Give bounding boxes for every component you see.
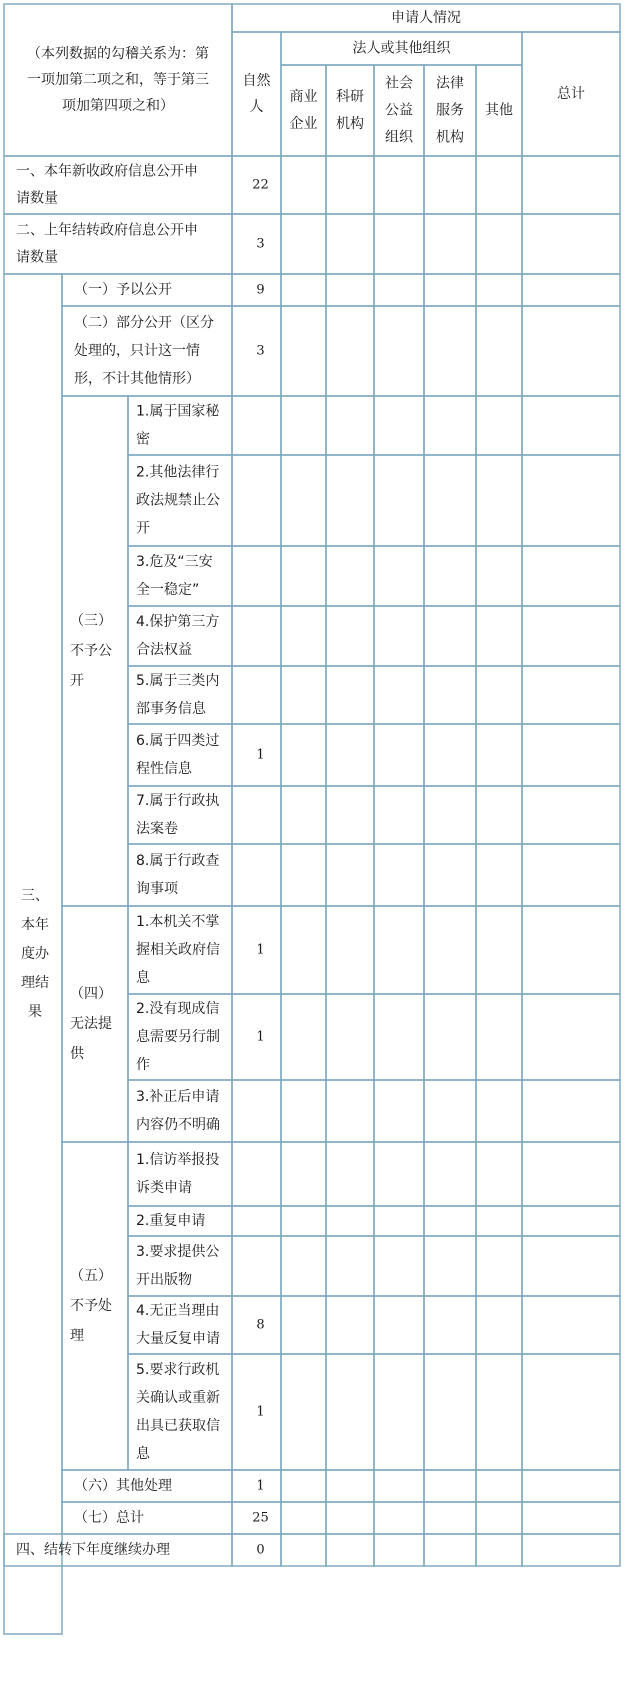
data-cell: [424, 906, 476, 994]
data-cell: [476, 1502, 522, 1534]
data-cell: [374, 214, 424, 274]
item-label: 政法规禁止公: [136, 492, 220, 509]
data-cell: [424, 724, 476, 786]
data-cell: [424, 1142, 476, 1206]
item-label: 1.属于国家秘: [136, 403, 220, 420]
data-cell: [476, 724, 522, 786]
data-cell: [374, 156, 424, 214]
data-cell: [476, 156, 522, 214]
natural-person-cell: [232, 455, 281, 546]
data-cell: [476, 844, 522, 906]
item-label: 息需要另行制: [136, 1029, 220, 1045]
data-cell: [522, 724, 620, 786]
header-note: 一项加第二项之和，等于第三: [27, 72, 209, 88]
data-cell: [476, 606, 522, 666]
group3-label: 本年: [21, 917, 49, 933]
item-label: 程性信息: [136, 761, 192, 777]
item-label: 询事项: [136, 881, 178, 897]
item-label: 全一稳定”: [136, 582, 200, 598]
natural-person-value: 1: [256, 1404, 265, 1420]
natural-person-value: 1: [256, 747, 265, 763]
data-cell: [522, 1236, 620, 1296]
data-cell: [476, 1354, 522, 1470]
item-label: 合法权益: [136, 642, 192, 658]
data-cell: [326, 1142, 374, 1206]
subgroup-label: 无法提: [70, 1016, 112, 1032]
data-cell: [424, 455, 476, 546]
item-label: 6.属于四类过: [136, 733, 220, 749]
header-org-col: [281, 65, 326, 156]
header-note: （本列数据的勾稽关系为：第: [27, 46, 209, 62]
data-cell: [281, 1534, 326, 1566]
data-cell: [424, 1296, 476, 1354]
data-cell: [374, 1502, 424, 1534]
data-cell: [522, 274, 620, 306]
item-label: 息: [136, 1446, 150, 1462]
item-label: 4.无正当理由: [136, 1303, 220, 1319]
natural-person-cell: [232, 1080, 281, 1142]
sub-label: 处理的，只计这一情: [74, 343, 200, 359]
header-natural-person: 自然: [242, 73, 271, 89]
data-cell: [522, 1470, 620, 1502]
data-cell: [326, 455, 374, 546]
data-cell: [326, 546, 374, 606]
group3-label: 理结: [21, 975, 49, 991]
data-cell: [281, 455, 326, 546]
subgroup-label: （五）: [70, 1268, 112, 1284]
data-cell: [476, 1206, 522, 1236]
data-cell: [374, 306, 424, 396]
item-label: 握相关政府信: [136, 942, 220, 958]
data-cell: [326, 214, 374, 274]
data-cell: [281, 786, 326, 844]
data-cell: [476, 306, 522, 396]
item-label: 作: [136, 1057, 150, 1073]
data-cell: [281, 274, 326, 306]
data-cell: [424, 214, 476, 274]
data-cell: [326, 994, 374, 1080]
header-org-col-label: 商业: [289, 89, 318, 105]
header-org-col: [326, 65, 374, 156]
data-cell: [522, 844, 620, 906]
data-cell: [476, 994, 522, 1080]
data-cell: [522, 455, 620, 546]
data-cell: [326, 396, 374, 455]
data-cell: [424, 306, 476, 396]
data-cell: [522, 906, 620, 994]
natural-person-cell: [232, 546, 281, 606]
data-cell: [424, 1502, 476, 1534]
data-cell: [374, 994, 424, 1080]
data-cell: [281, 844, 326, 906]
natural-person-cell: [232, 1236, 281, 1296]
header-org-col-label: 组织: [385, 129, 413, 146]
data-cell: [476, 906, 522, 994]
item-label: 3.要求提供公: [136, 1244, 220, 1260]
natural-person-cell: [232, 1142, 281, 1206]
item-label: 5.要求行政机: [136, 1362, 220, 1378]
data-cell: [281, 1296, 326, 1354]
data-cell: [374, 274, 424, 306]
data-cell: [522, 1206, 620, 1236]
subgroup-label: （四）: [70, 986, 112, 1002]
header-legal-org: 法人或其他组织: [352, 40, 451, 57]
data-cell: [476, 1236, 522, 1296]
data-cell: [374, 1142, 424, 1206]
data-cell: [326, 1206, 374, 1236]
header-note: 项加第四项之和）: [62, 98, 174, 114]
data-cell: [326, 1080, 374, 1142]
natural-person-value: 25: [252, 1510, 269, 1526]
data-cell: [476, 396, 522, 455]
data-cell: [374, 606, 424, 666]
header-org-col-label: 公益: [385, 102, 413, 119]
natural-person-cell: [232, 1206, 281, 1236]
header-org-col-label: 科研: [336, 89, 364, 105]
data-cell: [326, 786, 374, 844]
item-label: 开出版物: [136, 1272, 192, 1288]
data-cell: [522, 1534, 620, 1566]
natural-person-cell: [232, 786, 281, 844]
data-cell: [374, 1296, 424, 1354]
data-cell: [424, 546, 476, 606]
item-label: 2.其他法律行: [136, 464, 220, 481]
natural-person-cell: [232, 606, 281, 666]
item-label: 2.没有现成信: [136, 1001, 220, 1017]
data-cell: [424, 1236, 476, 1296]
group3-label: 度办: [21, 946, 49, 962]
data-cell: [374, 1534, 424, 1566]
item-label: 开: [136, 520, 150, 537]
data-cell: [476, 1296, 522, 1354]
sub-label: （二）部分公开（区分: [74, 315, 214, 331]
header-org-col-label: 企业: [289, 116, 318, 132]
natural-person-cell: [232, 666, 281, 724]
data-cell: [374, 1236, 424, 1296]
item-label: 部事务信息: [136, 701, 206, 717]
data-cell: [476, 666, 522, 724]
data-cell: [374, 666, 424, 724]
data-cell: [522, 1296, 620, 1354]
data-cell: [374, 1206, 424, 1236]
data-cell: [522, 1354, 620, 1470]
data-cell: [326, 906, 374, 994]
subgroup-label: 开: [70, 673, 84, 689]
item-label: 3.危及“三安: [136, 554, 213, 570]
data-cell: [326, 156, 374, 214]
data-cell: [281, 666, 326, 724]
sub-label: 形，不计其他情形）: [74, 371, 200, 387]
row-label: 请数量: [16, 249, 58, 266]
data-cell: [476, 1142, 522, 1206]
natural-person-value: 3: [256, 343, 265, 359]
data-cell: [424, 1534, 476, 1566]
row-label: 二、上年结转政府信息公开申: [16, 222, 198, 239]
item-label: 1.本机关不掌: [136, 914, 220, 930]
data-cell: [424, 994, 476, 1080]
data-cell: [476, 455, 522, 546]
header-natural-person: 人: [249, 99, 264, 115]
data-cell: [424, 1206, 476, 1236]
data-cell: [522, 1502, 620, 1534]
data-cell: [281, 1080, 326, 1142]
data-cell: [522, 156, 620, 214]
natural-person-cell: [232, 396, 281, 455]
data-cell: [374, 1354, 424, 1470]
natural-person-value: 0: [256, 1542, 265, 1558]
data-cell: [281, 306, 326, 396]
header-applicant: 申请人情况: [391, 10, 461, 26]
data-cell: [476, 214, 522, 274]
sub-label: （一）予以公开: [74, 282, 172, 298]
data-cell: [424, 156, 476, 214]
natural-person-value: 1: [256, 942, 265, 958]
subgroup-label: 理: [70, 1328, 84, 1344]
data-cell: [522, 214, 620, 274]
data-cell: [476, 786, 522, 844]
data-cell: [281, 1206, 326, 1236]
subgroup-label: 不予公: [70, 643, 112, 659]
data-cell: [326, 1470, 374, 1502]
data-cell: [281, 1142, 326, 1206]
data-cell: [424, 606, 476, 666]
data-cell: [281, 994, 326, 1080]
natural-person-value: 22: [252, 177, 269, 193]
data-cell: [424, 1080, 476, 1142]
natural-person-value: 1: [256, 1029, 265, 1045]
subgroup-label: （三）: [70, 613, 112, 629]
item-label: 内容仍不明确: [136, 1117, 220, 1133]
item-label: 8.属于行政查: [136, 853, 220, 869]
data-cell: [424, 1470, 476, 1502]
data-cell: [374, 1080, 424, 1142]
row-label: 请数量: [16, 190, 58, 207]
item-label: 2.重复申请: [136, 1213, 206, 1229]
item-label: 法案卷: [136, 821, 178, 837]
header-org-col-label: 社会: [385, 75, 413, 92]
data-cell: [522, 1080, 620, 1142]
data-cell: [522, 666, 620, 724]
natural-person-value: 9: [256, 282, 265, 298]
data-cell: [281, 396, 326, 455]
natural-person-cell: [232, 844, 281, 906]
data-cell: [281, 1354, 326, 1470]
data-cell: [522, 606, 620, 666]
natural-person-value: 1: [256, 1478, 265, 1494]
data-cell: [476, 1534, 522, 1566]
data-cell: [281, 1470, 326, 1502]
natural-person-value: 8: [256, 1317, 265, 1333]
sub-label: （六）其他处理: [74, 1478, 172, 1494]
data-cell: [281, 1502, 326, 1534]
item-label: 4.保护第三方: [136, 614, 220, 630]
data-cell: [522, 306, 620, 396]
data-cell: [374, 396, 424, 455]
header-natural-person-cell: [232, 32, 281, 156]
data-cell: [522, 396, 620, 455]
item-label: 7.属于行政执: [136, 793, 220, 809]
data-cell: [326, 1534, 374, 1566]
group3-label: 三、: [21, 888, 49, 904]
data-cell: [281, 546, 326, 606]
data-cell: [374, 455, 424, 546]
data-cell: [522, 786, 620, 844]
row-label: 四、结转下年度继续办理: [16, 1542, 170, 1558]
data-cell: [326, 666, 374, 724]
data-cell: [374, 906, 424, 994]
data-cell: [424, 666, 476, 724]
data-cell: [522, 546, 620, 606]
header-total: 总计: [557, 86, 585, 102]
item-label: 5.属于三类内: [136, 673, 220, 689]
subgroup-label: 供: [70, 1046, 84, 1062]
data-cell: [281, 606, 326, 666]
data-cell: [424, 844, 476, 906]
header-org-col-label: 服务: [436, 102, 464, 119]
data-cell: [326, 606, 374, 666]
data-cell: [374, 786, 424, 844]
sub-label: （七）总计: [74, 1510, 144, 1526]
item-label: 大量反复申请: [136, 1331, 220, 1347]
data-cell: [281, 214, 326, 274]
data-cell: [374, 844, 424, 906]
natural-person-value: 3: [256, 236, 265, 252]
data-cell: [326, 1354, 374, 1470]
data-cell: [281, 156, 326, 214]
data-cell: [374, 1470, 424, 1502]
item-label: 密: [136, 431, 150, 448]
data-cell: [424, 786, 476, 844]
data-cell: [522, 994, 620, 1080]
data-cell: [281, 724, 326, 786]
subgroup-label: 不予处: [70, 1298, 112, 1314]
data-cell: [326, 306, 374, 396]
item-label: 关确认或重新: [136, 1390, 220, 1406]
group3-label: 果: [28, 1004, 42, 1020]
data-cell: [281, 906, 326, 994]
data-cell: [326, 1502, 374, 1534]
data-cell: [326, 1296, 374, 1354]
data-cell: [476, 1080, 522, 1142]
header-org-col-label: 法律: [436, 75, 464, 92]
data-cell: [374, 546, 424, 606]
item-label: 出具已获取信: [136, 1418, 220, 1434]
data-cell: [424, 396, 476, 455]
data-cell: [476, 274, 522, 306]
data-cell: [476, 546, 522, 606]
row-label: 一、本年新收政府信息公开申: [16, 163, 198, 180]
data-cell: [326, 724, 374, 786]
data-cell: [476, 1470, 522, 1502]
data-cell: [374, 724, 424, 786]
item-label: 3.补正后申请: [136, 1089, 220, 1105]
data-cell: [326, 844, 374, 906]
data-cell: [281, 1236, 326, 1296]
data-cell: [326, 1236, 374, 1296]
header-org-col-label: 机构: [336, 116, 364, 132]
data-cell: [326, 274, 374, 306]
item-label: 诉类申请: [136, 1180, 192, 1196]
data-cell: [522, 1142, 620, 1206]
header-org-col-label: 机构: [436, 129, 464, 146]
item-label: 息: [136, 970, 150, 986]
data-cell: [424, 274, 476, 306]
data-cell: [424, 1354, 476, 1470]
header-org-col-label: 其他: [485, 102, 513, 119]
item-label: 1.信访举报投: [136, 1152, 220, 1168]
